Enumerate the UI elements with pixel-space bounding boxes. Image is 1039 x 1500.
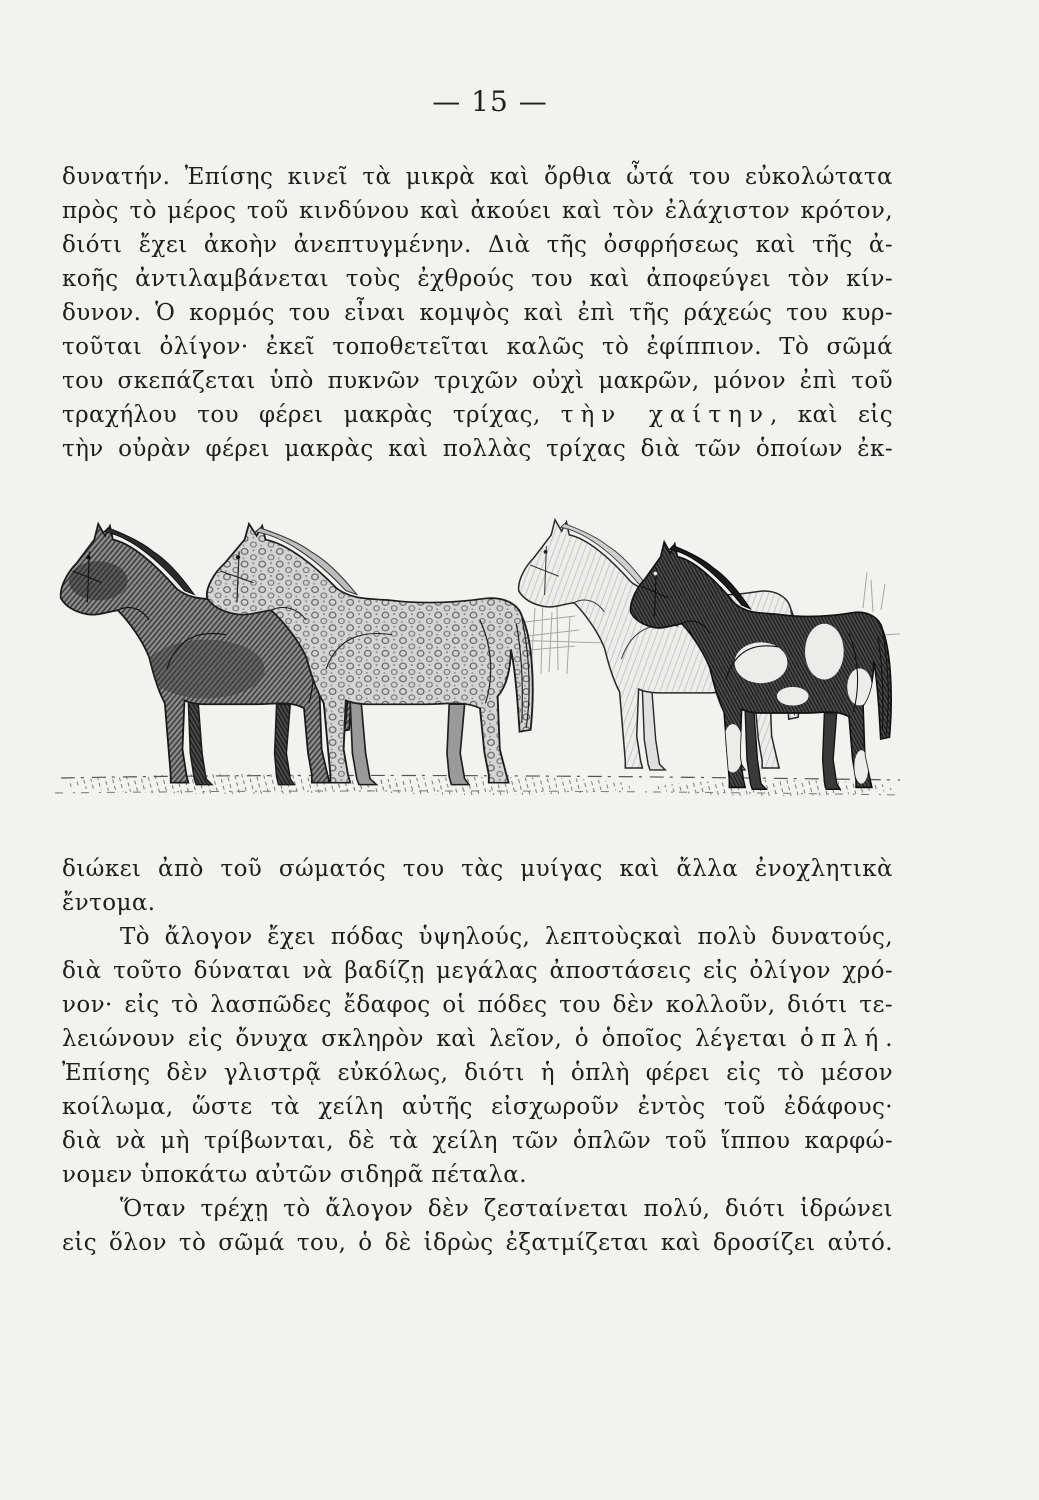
text-line: κοῆς ἀντιλαμβάνεται τοὺς ἐχθρούς του καὶ ἀποφεύγει τὸν κίν- <box>62 266 893 292</box>
text-line: του σκεπάζεται ὑπὸ πυκνῶν τριχῶν οὐχὶ μακρῶν, μόνον ἐπὶ τοῦ <box>62 368 893 394</box>
text-line: εἰς ὅλον τὸ σῶμά του, ὁ δὲ ἱδρὼς ἐξατμίζεται καὶ δροσίζει αὐτό. <box>62 1230 893 1256</box>
text-segment: τραχήλου του φέρει μακρὰς τρίχας, <box>62 402 561 428</box>
paragraph-first-line: Τὸ ἄλογον ἔχει πόδας ὑψηλούς, λεπτοὺςκαὶ πολὺ δυνατούς, <box>120 924 893 950</box>
horses-engraving <box>55 512 900 802</box>
bottom-text-block <box>62 852 893 1260</box>
text-line: διὰ τοῦτο δύναται νὰ βαδίζῃ μεγάλας ἀποστάσεις εἰς ὀλίγον χρό- <box>62 958 893 984</box>
text-line: τοῦται ὀλίγον· ἐκεῖ τοποθετεῖται καλῶς τὸ ἐφίππιον. Τὸ σῶμά <box>62 334 893 360</box>
text-segment: λειώνουν εἰς ὄνυχα σκληρὸν καὶ λεῖον, ὁ ὁποῖος λέγεται <box>62 1026 800 1052</box>
text-segment: , καὶ εἰς <box>769 402 893 428</box>
text-line: πρὸς τὸ μέρος τοῦ κινδύνου καὶ ἀκούει καὶ τὸν ἐλάχιστον κρότον, <box>62 198 893 224</box>
text-line: τὴν οὐρὰν φέρει μακρὰς καὶ πολλὰς τρίχας διὰ τῶν ὁποίων ἐκ- <box>62 436 893 462</box>
text-line: νομεν ὑποκάτω αὐτῶν σιδηρᾶ πέταλα. <box>62 1162 527 1188</box>
paragraph-first-line: Ὅταν τρέχῃ τὸ ἄλογον δὲν ζεσταίνεται πολύ, διότι ἱδρώνει <box>120 1196 893 1222</box>
text-line: δυνον. Ὁ κορμός του εἶναι κομψὸς καὶ ἐπὶ τῆς ράχεώς του κυρ- <box>62 300 893 326</box>
emphasized-term: ὁπλή <box>799 1026 886 1052</box>
text-line: δυνατήν. Ἐπίσης κινεῖ τὰ μικρὰ καὶ ὄρθια ὦτά του εὐκολώτατα <box>62 164 893 190</box>
top-text-block <box>62 160 893 466</box>
page-number: — 15 — <box>432 85 548 118</box>
text-line: διὰ νὰ μὴ τρίβωνται, δὲ τὰ χείλη τῶν ὁπλῶν τοῦ ἵππου καρφώ- <box>62 1128 893 1154</box>
text-segment: . <box>885 1026 893 1052</box>
text-line: νον· εἰς τὸ λασπῶδες ἔδαφος οἱ πόδες του δὲν κολλοῦν, διότι τε- <box>62 992 893 1018</box>
text-line <box>62 1022 893 1056</box>
text-line: διώκει ἀπὸ τοῦ σώματός του τὰς μυίγας καὶ ἄλλα ἐνοχλητικὰ <box>62 856 893 882</box>
text-line <box>62 398 893 432</box>
text-line: κοίλωμα, ὥστε τὰ χείλη αὐτῆς εἰσχωροῦν ἐντὸς τοῦ ἐδάφους· <box>62 1094 893 1120</box>
text-line: Ἐπίσης δὲν γλιστρᾷ εὐκόλως, διότι ἡ ὁπλὴ φέρει εἰς τὸ μέσον <box>62 1060 893 1086</box>
emphasized-term: τὴν χαίτην <box>560 402 770 428</box>
text-line: διότι ἔχει ἀκοὴν ἀνεπτυγμένην. Διὰ τῆς ὀσφρήσεως καὶ τῆς ἀ- <box>62 232 893 258</box>
horse-far-legs <box>350 702 469 784</box>
horses-illustration <box>55 512 900 802</box>
text-line: ἔντομα. <box>62 890 156 916</box>
horse-far-legs <box>188 702 294 784</box>
